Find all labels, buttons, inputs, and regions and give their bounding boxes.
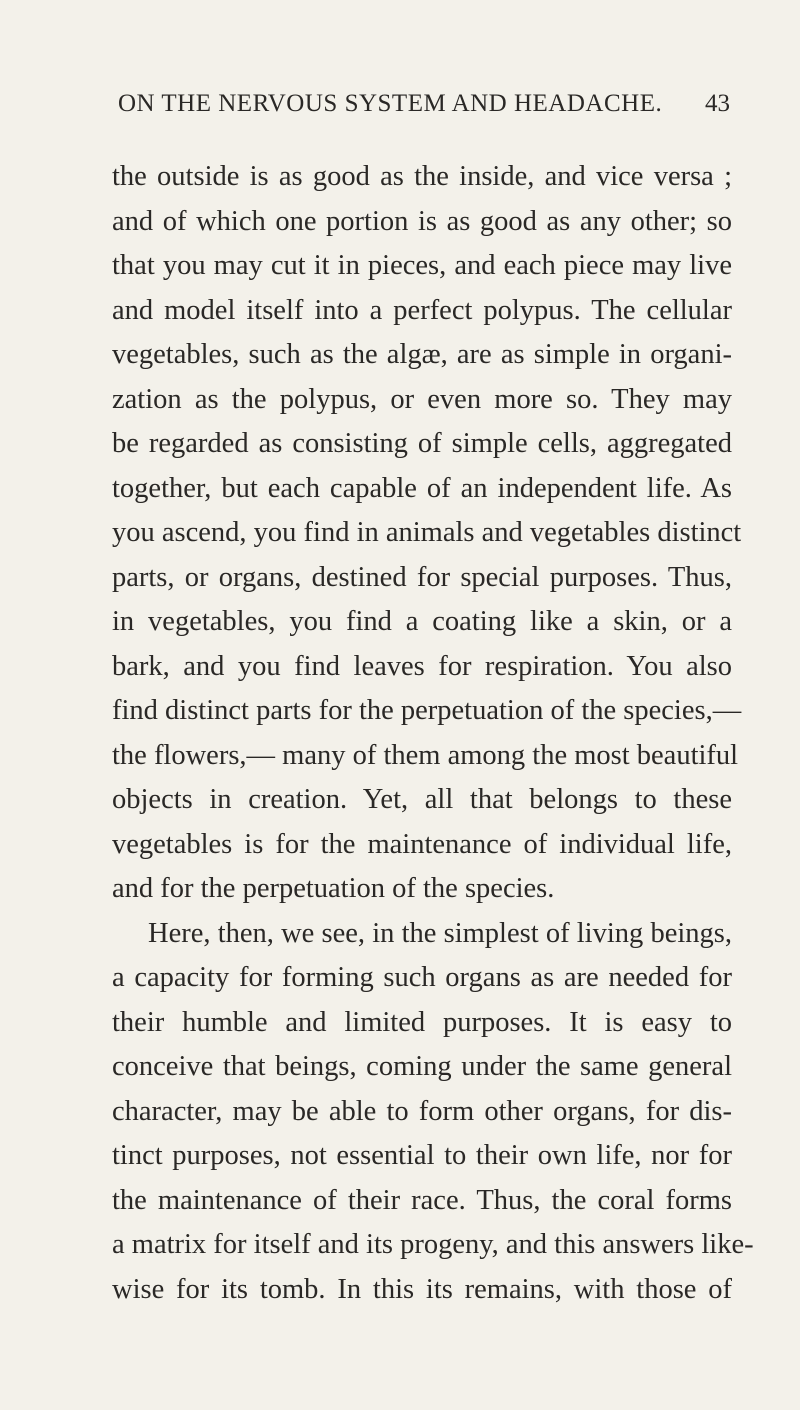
- text-line: find distinct parts for the perpetuation of the species,—: [112, 695, 742, 726]
- text-line: and model itself into a perfect polypus. The cellular: [112, 294, 732, 326]
- page-number: 43: [705, 90, 730, 117]
- text-line: the maintenance of their race. Thus, the coral forms: [112, 1184, 732, 1216]
- text-line: vegetables, such as the algæ, are as simple in organi-: [112, 339, 732, 370]
- text-line: that you may cut it in pieces, and each piece may live: [112, 250, 732, 281]
- text-line: in vegetables, you find a coating like a skin, or a: [112, 606, 732, 637]
- text-line: bark, and you find leaves for respiration. You also: [112, 650, 732, 682]
- page-header: [0, 90, 800, 130]
- text-line: the flowers,— many of them among the most beautiful: [112, 739, 739, 771]
- text-line: character, may be able to form other organs, for dis-: [112, 1095, 732, 1127]
- text-line: a matrix for itself and its progeny, and this answers like-: [112, 1229, 754, 1260]
- text-line: objects in creation. Yet, all that belongs to these: [112, 784, 732, 815]
- text-line: their humble and limited purposes. It is easy to: [112, 1006, 732, 1038]
- text-line: parts, or organs, destined for special purposes. Thus,: [112, 561, 732, 593]
- text-line: tinct purposes, not essential to their own life, nor for: [112, 1140, 732, 1171]
- text-line: wise for its tomb. In this its remains, with those of: [112, 1273, 732, 1305]
- text-line: the outside is as good as the inside, and vice versa ;: [112, 161, 732, 192]
- text-line: you ascend, you find in animals and vegetables distinct: [112, 517, 742, 548]
- text-line: and for the perpetuation of the species.: [112, 873, 555, 904]
- text-line: and of which one portion is as good as any other; so: [112, 205, 732, 237]
- text-line: Here, then, we see, in the simplest of living beings,: [148, 917, 732, 949]
- text-line: a capacity for forming such organs as are needed for: [112, 962, 732, 993]
- text-line: conceive that beings, coming under the same general: [112, 1051, 732, 1082]
- text-line: together, but each capable of an independent life. As: [112, 472, 732, 504]
- text-line: be regarded as consisting of simple cells, aggregated: [112, 428, 732, 459]
- text-line: zation as the polypus, or even more so. They may: [112, 383, 732, 415]
- text-line: vegetables is for the maintenance of individual life,: [112, 828, 732, 860]
- running-head: ON THE NERVOUS SYSTEM AND HEADACHE.: [118, 90, 663, 117]
